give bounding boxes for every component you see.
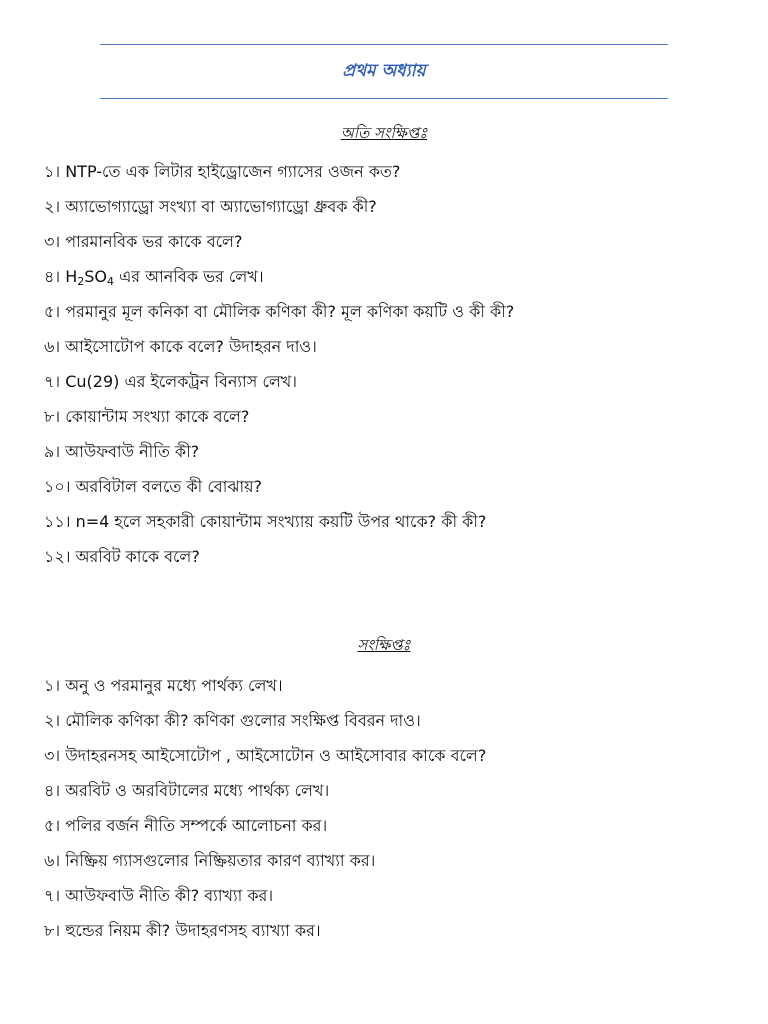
question-number: ৭ (44, 372, 55, 391)
question-item (44, 475, 744, 510)
question-text: আউফবাউ নীতি কী? (65, 442, 200, 461)
section-heading-very-short: অতি সংক্ষিপ্তঃ (340, 124, 428, 142)
question-number: ৭ (44, 886, 55, 905)
question-text: Cu(29) এর ইলেকট্রন বিন্যাস লেখ। (65, 372, 297, 391)
question-separator: । (64, 477, 76, 496)
question-number: ১১ (44, 512, 65, 531)
question-item (44, 405, 744, 440)
question-item (44, 300, 744, 335)
question-number: ৮ (44, 407, 55, 426)
question-separator: । (54, 162, 66, 181)
question-separator: । (64, 512, 76, 531)
formula-suffix: এর আনবিক ভর লেখ। (113, 267, 264, 286)
question-separator: । (54, 372, 66, 391)
question-text: পারমানবিক ভর কাকে বলে? (65, 232, 243, 251)
question-text: পরমানুর মূল কনিকা বা মৌলিক কণিকা কী? মূল কণিকা কয়টি ও কী কী? (65, 302, 515, 321)
question-item (44, 440, 744, 475)
header-rule-bottom (100, 98, 668, 99)
question-item (44, 814, 744, 849)
chapter-title: প্রথম অধ্যায় (342, 61, 426, 81)
question-separator: । (54, 746, 66, 765)
question-number: ৬ (44, 851, 55, 870)
question-number: ২ (44, 197, 55, 216)
question-number: ৬ (44, 337, 55, 356)
question-text: অনু ও পরমানুর মধ্যে পার্থক্য লেখ। (65, 676, 283, 695)
question-number: ৪ (44, 781, 55, 800)
question-item (44, 265, 744, 300)
question-number: ১২ (44, 547, 65, 566)
question-separator: । (54, 197, 66, 216)
question-item (44, 510, 744, 545)
question-number: ৮ (44, 921, 55, 940)
question-text: উদাহরনসহ আইসোটোপ , আইসোটোন ও আইসোবার কাকে বলে? (65, 746, 487, 765)
question-separator: । (54, 232, 66, 251)
question-separator: । (54, 442, 66, 461)
question-separator: । (54, 711, 66, 730)
question-separator: । (54, 886, 66, 905)
formula-part: SO (84, 267, 107, 286)
question-text: আউফবাউ নীতি কী? ব্যাখ্যা কর। (65, 886, 274, 905)
question-item (44, 230, 744, 265)
question-item (44, 674, 744, 709)
question-text: NTP-তে এক লিটার হাইড্রোজেন গ্যাসের ওজন কত? (65, 162, 401, 181)
question-separator: । (54, 781, 66, 800)
question-number: ৪ (44, 267, 55, 286)
question-separator: । (64, 547, 76, 566)
question-number: ১ (44, 676, 55, 695)
question-item (44, 884, 744, 919)
section-heading-short: সংক্ষিপ্তঃ (357, 636, 411, 654)
question-text: মৌলিক কণিকা কী? কণিকা গুলোর সংক্ষিপ্ত বিবরন দাও। (65, 711, 421, 730)
question-list-very-short (44, 160, 744, 580)
question-text (65, 267, 263, 286)
question-text: অরবিট কাকে বলে? (75, 547, 200, 566)
question-text: পলির বর্জন নীতি সম্পর্কে আলোচনা কর। (65, 816, 328, 835)
question-list-short (44, 674, 744, 954)
question-text: আইসোটোপ কাকে বলে? উদাহরন দাও। (65, 337, 317, 356)
question-separator: । (54, 676, 66, 695)
question-item (44, 849, 744, 884)
question-item (44, 195, 744, 230)
question-item (44, 335, 744, 370)
question-text: নিষ্ক্রিয় গ্যাসগুলোর নিষ্ক্রিয়তার কারণ ব্যাখ্যা কর। (65, 851, 376, 870)
question-item (44, 370, 744, 405)
question-item (44, 545, 744, 580)
formula-subscript: 4 (106, 275, 114, 288)
header-rule-top (100, 44, 668, 45)
question-number: ২ (44, 711, 55, 730)
question-number: ৯ (44, 442, 55, 461)
formula-subscript: 2 (77, 275, 85, 288)
question-item (44, 160, 744, 195)
question-number: ৫ (44, 302, 55, 321)
question-number: ১০ (44, 477, 65, 496)
question-number: ৫ (44, 816, 55, 835)
question-separator: । (54, 816, 66, 835)
question-text: অরবিটাল বলতে কী বোঝায়? (75, 477, 263, 496)
question-separator: । (54, 407, 66, 426)
question-separator: । (54, 302, 66, 321)
question-text: অ্যাভোগ্যাড্রো সংখ্যা বা অ্যাভোগ্যাড্রো ধ্রুবক কী? (65, 197, 377, 216)
question-item (44, 919, 744, 954)
question-number: ১ (44, 162, 55, 181)
question-separator: । (54, 851, 66, 870)
question-number: ৩ (44, 746, 55, 765)
question-item (44, 779, 744, 814)
question-text: n=4 হলে সহকারী কোয়ান্টাম সংখ্যায় কয়টি উপর থাকে? কী কী? (75, 512, 487, 531)
question-text: অরবিট ও অরবিটালের মধ্যে পার্থক্য লেখ। (65, 781, 330, 800)
question-text: কোয়ান্টাম সংখ্যা কাকে বলে? (65, 407, 250, 426)
question-item (44, 709, 744, 744)
question-item (44, 744, 744, 779)
question-separator: । (54, 921, 66, 940)
question-separator: । (54, 337, 66, 356)
question-separator: । (54, 267, 66, 286)
question-number: ৩ (44, 232, 55, 251)
question-text: হুন্ডের নিয়ম কী? উদাহরণসহ ব্যাখ্যা কর। (65, 921, 321, 940)
formula-part: H (65, 267, 78, 286)
